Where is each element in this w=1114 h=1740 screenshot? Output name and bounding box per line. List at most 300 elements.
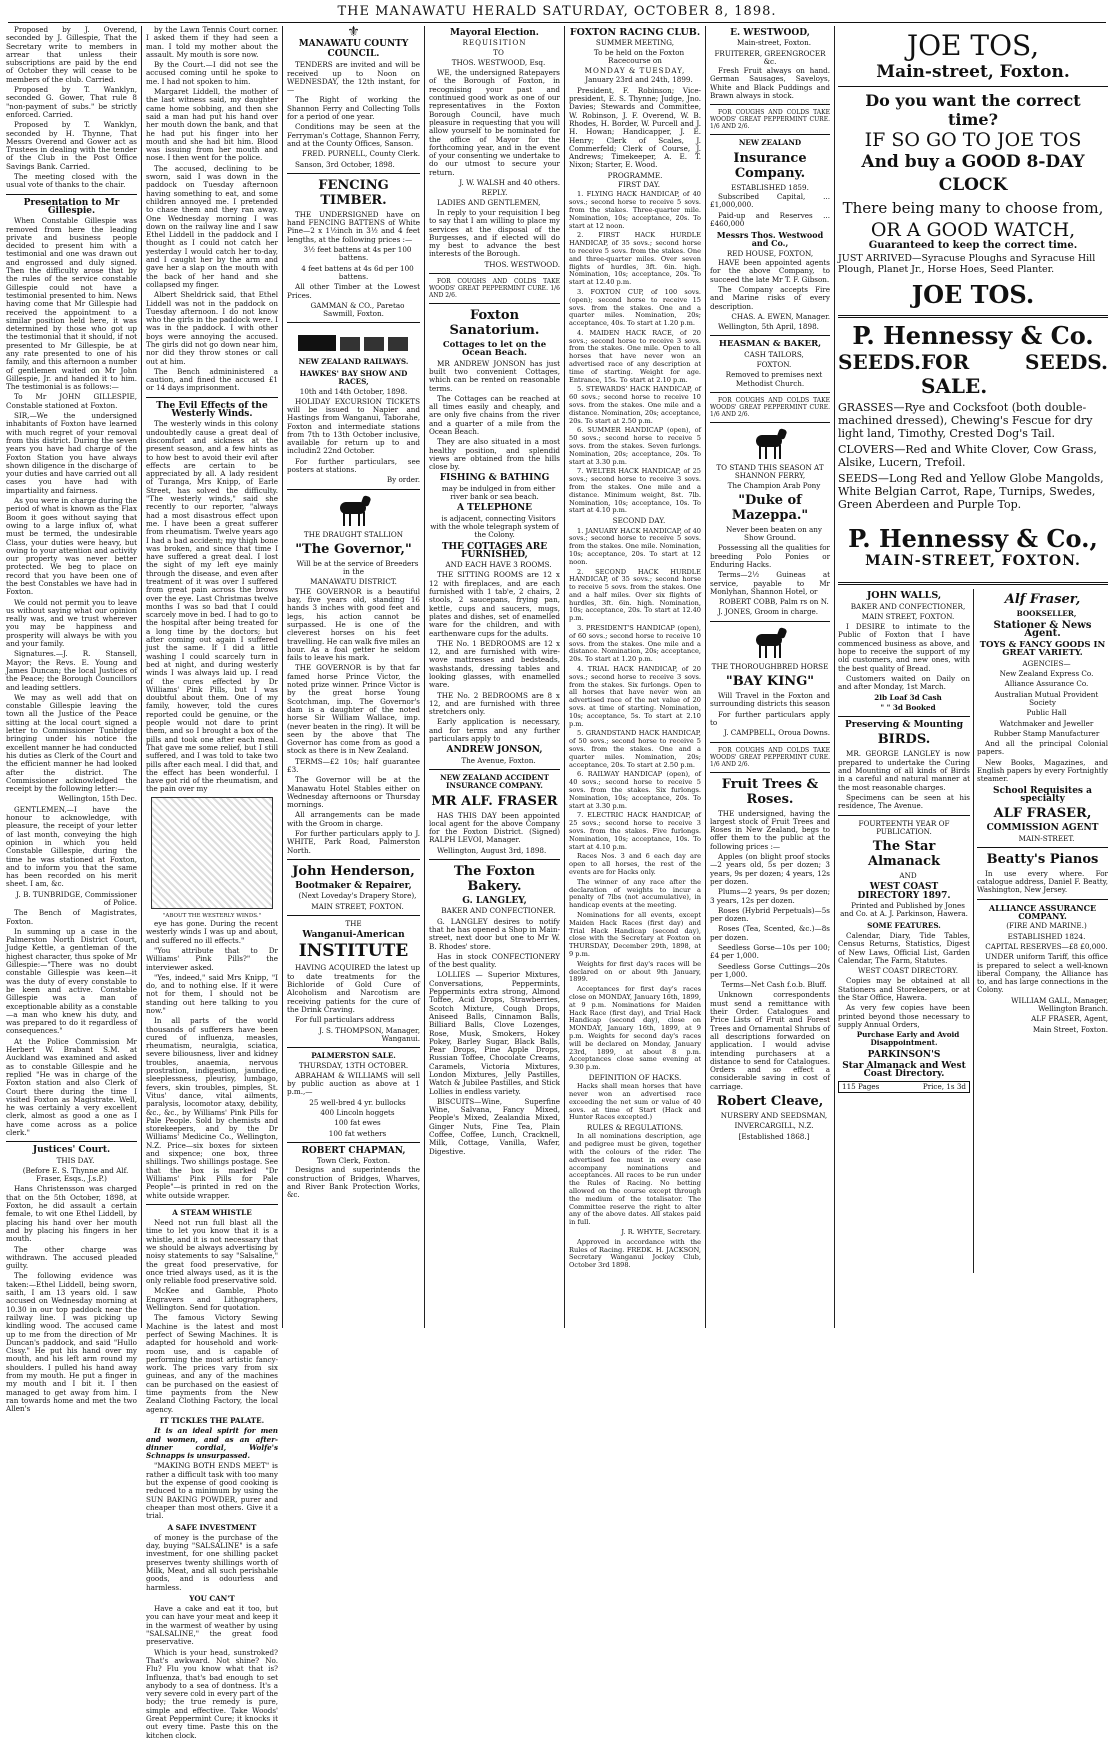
ad-heading: The Star Almanack <box>867 839 940 870</box>
article-heading: A STEAM WHISTLE <box>172 1207 252 1217</box>
ad-text: ABRAHAM & WILLIAMS will sell by public auction as above at 1 p.m.,— <box>287 1070 420 1097</box>
ad-text: FIRST DAY. <box>617 180 660 190</box>
divider <box>6 1141 137 1142</box>
ad-text: J. JONES, Groom in charge. <box>718 607 819 617</box>
ad-heading: E. WESTWOOD, <box>730 28 810 38</box>
ad-text: 1. JANUARY HACK HANDICAP, of 40 sovs.; second horse to receive 5 sovs. from the stakes. One mile. Nomination, 10s; acceptance, 20s. To start at 12 noon. <box>569 526 701 566</box>
article-text: Proposed by T. Wanklyn, seconded G. Gower, That rule 8 "non-payment of subs." be strictly enforced. Carried. <box>6 85 137 119</box>
ad-heading: ALLIANCE ASSURANCE COMPANY. <box>988 902 1097 922</box>
ad-text: Specimens can be seen at his residence, The Avenue. <box>838 792 970 811</box>
ad-text: TO STAND THIS SEASON AT SHANNON FERRY, <box>716 462 824 481</box>
article-text: The Bench admininistered a caution, and fined the accused £1 or 14 days imprisonment. <box>146 366 278 393</box>
column-divider <box>834 26 835 1328</box>
ad-text: J. R. WHYTE, Secretary. <box>621 1228 701 1237</box>
article-text: Wellington, 15th Dec. <box>58 794 137 804</box>
ad-text: And all the principal Colonial papers. <box>977 739 1108 757</box>
ad-text: Has in stock CONFECTIONERY of the best quality. <box>429 951 560 970</box>
ad-text: 3. FOXTON CUP, of 100 sovs. (open); second horse to receive 15 sovs. from the stakes. One and a quarter miles. Nomination, 20s; acceptance, 40s. To start at 1.20 p.m. <box>569 287 701 328</box>
ad-heading: The Foxton Bakery. <box>454 864 535 895</box>
ad-heading: Do you want the correct time? <box>865 91 1081 129</box>
article-text: Signatures.—J. R. Stansell, Mayor; the Revs. E. Young and James Duncan; the local Justices of the Peace; the Borough Councillors and leading settlers. <box>6 649 137 692</box>
article-heading: The Evil Effects of the Westerly Winds. <box>156 400 268 420</box>
ad-heading: BIRDS. <box>877 732 931 748</box>
article-text: of money is the purchase of the day, buying "SALSALINE" is a safe investment, for one shilling packet preserves twenty shillings worth of Milk, Meat, and all such perishable goods, and is odourless and harmless. <box>146 1532 278 1592</box>
ad-text: Alliance Assurance Co. <box>1004 679 1089 689</box>
divider <box>710 392 830 393</box>
ad-text: ESTABLISHED 1859. <box>731 182 809 192</box>
ad-text: The Governor will be at the Manawatu Hotel Stables either on Wednesday afternoons or Thursday mornings. <box>287 775 420 810</box>
ad-text: Apples (on blight proof stocks—2 years old, 5s per dozen; 3 years, 9s per dozen; 4 years, 12s per dozen. <box>710 852 830 886</box>
ad-text: Will Travel in the Foxton and surrounding districts this season <box>710 691 830 709</box>
ad-heading: WEST COAST DIRECTORY 1897. <box>857 882 951 901</box>
divider <box>710 335 830 336</box>
ad-heading: G. LANGLEY, <box>462 896 527 907</box>
ad-text: Sanson, 3rd October, 1898. <box>295 159 395 169</box>
ad-text: The Right of working the Shannon Ferry and Collecting Tolls for a period of one year. <box>287 95 420 122</box>
ad-heading: SOME FEATURES. <box>867 920 941 930</box>
divider <box>710 742 830 743</box>
ad-text: Roses (Tea, Scented, &c.)—8s per dozen. <box>710 924 830 942</box>
ad-text: By order. <box>386 475 420 485</box>
ad-text: CAPITAL RESERVES—£8 £0,000. <box>985 941 1108 951</box>
ad-text: CASH TAILORS, <box>744 349 804 359</box>
ad-text: Rubber Stamp Manufacturer <box>993 728 1100 738</box>
ad-text: INVERCARGILL, N.Z. <box>734 1121 814 1131</box>
ad-text: 25 well-bred 4 yr. bullocks <box>309 1097 406 1107</box>
ad-text: WILLIAM GALL, Manager, Wellington Branch. <box>1011 995 1108 1013</box>
ad-text: New Books, Magazines, and English papers by every Fortnightly steamer. <box>977 757 1108 784</box>
ad-text: In use every where. For catalogue address, Daniel F. Beatty, Washington, New Jersey. <box>977 868 1108 895</box>
masthead-rule <box>8 22 1106 23</box>
ad-text: THE SITTING ROOMS are 12 x 12 with fireplaces, and are each furnished with 1 tab'e, 2 chairs, 2 stools, 2 saucepans, frying pan, kettle, cups and saucers, mugs, plates and dishes, set of enamelled ware for the children, and with earthenware cups for the adults. <box>429 570 560 638</box>
ad-text: UNDER uniform Tariff, this office is prepared to select a well-known liberal Company, the Alliance has to, and has large connections in the Colony. <box>977 952 1108 995</box>
ad-heading: Robert Cleave, <box>716 1094 824 1110</box>
ad-text: may be indulged in from either river bank or sea beach. <box>441 483 556 502</box>
ad-text: Acceptances for first day's races close on MONDAY, January 16th, 1899, at 9 p.m. Nominations for Maiden Hack Race (first day), and Trial Hack Handicap (second day), close on MONDAY, January 16th, 1899, at 9 p.m. Weights for second day's races will be declared on Monday, January 23rd, 1899, at about 8 p.m. Acceptances close same evening at 9.30 p.m. <box>569 985 701 1072</box>
divider <box>287 489 420 490</box>
ad-text: Seedless Gorse Cuttings—20s per 1,000. <box>710 961 830 979</box>
ad-text: THE undersigned, having the largest stock of Fruit Trees and Roses in New Zealand, begs to offer them to the public at the following prices :— <box>710 808 830 851</box>
ad-text: Main-street, Foxton. <box>736 38 812 48</box>
article-text: It is an ideal spirit for men and women, and as an after-dinner cordial, Wolfe's Schnapps is unsurpassed. <box>146 1426 278 1461</box>
ad-text: Wellington, August 3rd, 1898. <box>437 845 547 855</box>
article-heading: IT TICKLES THE PALATE. <box>159 1415 265 1425</box>
ad-text: WE, the undersigned Ratepayers of the Borough of Foxton, in recognising your past and continued good work as one of our representatives in the Foxton Borough Council, have much pleasure in requesting that you will allow yourself to be nominated for the office of Mayor for the forthcoming year, and in the event of your consenting we undertake to do our utmost to secure your return. <box>429 68 560 177</box>
ad-text: 400 Lincoln hoggets <box>320 1107 395 1117</box>
ad-text: FRUITERER, GREENGROCER &c. <box>714 48 826 66</box>
ad-text: WEST COAST DIRECTORY. <box>858 966 958 976</box>
ad-heading: JOHN WALLS, <box>866 590 942 602</box>
arab-pony-icon <box>750 427 790 461</box>
article-text: The meeting closed with the usual vote of thanks to the chair. <box>6 172 137 190</box>
ad-text: For further particulars apply to <box>710 709 830 727</box>
ad-text: All other Timber at the Lowest Prices. <box>287 282 420 300</box>
ad-heading: Messrs Thos. Westwood and Co., <box>716 230 824 249</box>
ad-text: LADIES AND GENTLEMEN, <box>437 197 541 207</box>
ad-text: HOLIDAY EXCURSION TICKETS will be issued to Napier and Hastings from Wanganui, Taborahe, Foxton and intermediate stations from 7th to 13th October inclusive, available for return up to and includin2 22nd October. <box>287 396 420 456</box>
article-text: THIS DAY. <box>56 1155 95 1165</box>
ad-text: Unknown correspondents must send a remittance with their Order. Catalogues and Price Lists of Fruit and Forest Trees and Ornamental Shrubs of all descriptions forwarded on application. I would advise intending purchasers at a distance to send for Catalogues. Orders and so effect a considerable saving in cost of carriage. <box>710 990 830 1091</box>
ad-text: MAIN STREET, FOXTON. <box>861 611 955 621</box>
ad-text: 5. STEWARDS' HACK HANDICAP, of 60 sovs.; second horse to receive 10 sovs. from the stakes. One mile and a distance. Nomination, 20s; acceptance, 20s. To start at 2.50 p.m. <box>569 385 701 425</box>
ad-heading: Foxton Sanatorium. <box>449 308 540 339</box>
column-divider <box>705 26 706 1328</box>
column-divider <box>424 26 425 1328</box>
divider <box>429 859 560 860</box>
ad-heading: P. Hennessy & Co. <box>852 321 1094 351</box>
ad-text: NURSERY AND SEEDSMAN, <box>720 1111 828 1121</box>
ad-text: Guaranteed to keep the correct time. <box>868 240 1078 251</box>
column-6 <box>710 26 830 1330</box>
ad-text: For further particulars, see posters at stations. <box>287 456 420 474</box>
column-5 <box>569 26 701 1330</box>
ad-text: Customers waited on Daily on and after Monday, 1st March. <box>838 673 970 692</box>
ad-text: Seedless Gorse—10s per 100; £4 per 1,000. <box>710 943 830 961</box>
ad-text: Nominations for all events, except Maiden Hack Races (first day) and Trial Hack Handicap (second day), close with the Secretary at Foxton on THURSDAY, December 29th, 1898, at 9 p.m. <box>569 910 701 958</box>
column-2 <box>146 25 278 1740</box>
ad-text: 1. FLYING HACK HANDICAP, of 40 sovs.; second horse to receive 5 sovs. from the stakes. Three-quarter mile. Nomination, 10s; acceptance, 20s. To start at 12 noon. <box>569 190 701 230</box>
ad-text: is adjacent, connecting Visitors with the whole telegraph system of the Colony. <box>430 513 559 540</box>
ad-text: 2. SECOND HACK HURDLE HANDICAP, of 35 sovs.; second horse to receive 5 sovs. from the stakes. One and a half miles. Over six flights of hurdles, 3ft. 6in. high. Nomination, 10s; acceptance, 20s. To start at 12.40 p.m. <box>569 567 701 623</box>
ad-text: LOLLIES — Superior Mixtures, Conversations, Peppermints, Peppermints extra strong, Almond Toffee, Acid Drops, Strawberries, Scotch Mixture, Cough Drops, Aniseed Balls, Cinnamon Balls, Billiard Balls, Clove Lozenges, Rose, Musk, Smokers, Hokey Pokey, Barley Sugar, Black Balls, Pear Drops, Pine Apple Drops, Russian Toffee, Chocolate Creams, Caramels, Victoria Mixtures, London Mixtures, Jelly Pastilles, Watch & Jubilee Pastilles, and Stick Lollies in endless variety. <box>429 970 560 1096</box>
article-text: As you were in charge during the period of what is known as the Flax Boom it goes without saying that owing to a large influx of, what must be termed, the undesirable Class, your duties were heavy, but owing to your attention and activity our property was never better protected. We beg to place on record that you have been one of the best Constables we have had in Foxton. <box>6 496 137 597</box>
ad-text: FOURTEENTH YEAR OF PUBLICATION. <box>858 818 950 836</box>
divider <box>146 1204 278 1205</box>
ad-text: 4 feet battens at 4s 6d per 100 battens. <box>301 263 414 281</box>
article-text: The Bench of Magistrates, Foxton. <box>6 908 137 926</box>
ad-text: J. W. WALSH and 40 others. <box>459 178 560 188</box>
divider <box>287 173 420 174</box>
ad-heading: School Requisites a specialty <box>993 785 1092 804</box>
ad-heading: Cottages to let on the Ocean Beach. <box>442 340 547 359</box>
article-text: Need not run full blast all the time to let you know that it is a whistle, and it is not necessary that we should be always advertising by noisy statements to say "Salsaline," the great food preservative, for once tried always used, as it is the only reliable food preservative sold. <box>146 1218 278 1286</box>
divider <box>838 86 1108 87</box>
article-text: The other charge was withdrawn. The accused pleaded guilty. <box>6 1244 137 1271</box>
ad-text: 6. SUMMER HANDICAP (open), of 50 sovs.; second horse to receive 5 sovs. from the stakes. Seven furlongs. Nomination, 20s; acceptance, 20s. To start at 3.30 p.m. <box>569 426 701 466</box>
article-heading: Presentation to Mr Gillespie. <box>23 197 120 216</box>
ad-heading: A TELEPHONE <box>456 503 533 514</box>
article-text: J. B. TUNBRIDGE, Commissioner of Police. <box>16 889 137 907</box>
ad-heading: IF SO GO TO JOE TOS <box>864 129 1082 151</box>
ad-text: Purchase Early and Avoid Disappointment. <box>856 1030 960 1048</box>
divider <box>710 772 830 773</box>
ad-heading: ALF FRASER, <box>993 806 1092 822</box>
ad-text: 6. RAILWAY HANDICAP (open), of 40 sovs.; second horse to receive 5 sovs. from the stakes. Six furlongs. Nomination, 10s; acceptance, 20s. To start at 3.30 p.m. <box>569 770 701 810</box>
ad-text: ROBERT COBB, Palm rs on N. <box>719 597 829 607</box>
ad-heading: And buy a GOOD 8-DAY CLOCK <box>861 152 1085 195</box>
ad-text: They are also situated in a most healthy position, and splendid views are obtained from the hills close by. <box>429 437 560 472</box>
ad-text: Never been beaten on any Show Ground. <box>725 524 822 543</box>
ad-text: 4. TRIAL HACK HANDICAP, of 20 sovs.; second horse to receive 3 sovs. from the stakes. Six furlongs. Open to all horses that have never won an advertised race of the net value of 20 sovs. at time of starting. Nomination, 10s; acceptance, 5s. To start at 2.10 p.m. <box>569 665 701 728</box>
ad-heading: COMMISSION AGENT <box>986 823 1099 834</box>
ad-text: Roses (Hybrid Perpetuals)—5s per dozen. <box>710 905 830 924</box>
ad-text: DEFINITION OF HACKS. <box>588 1072 682 1082</box>
ad-text: The Cottages can be reached at all times easily and cheaply, and are only five chains from the river and a quarter of a mile from the Ocean Beach. <box>429 393 560 436</box>
ad-text: 3. PRESIDENT'S HANDICAP (open), of 60 sovs.; second horse to receive 10 sovs. from the stakes. One mile and a distance. Nomination, 20s; acceptance, 20s. To start at 1.20 p.m. <box>569 624 701 664</box>
ad-heading: SEEDS. <box>1025 350 1108 375</box>
column-divider <box>564 26 565 1328</box>
ad-text: SEEDS—Long Red and Yellow Globe Mangolds, White Belgian Carrot, Rape, Turnips, Swedes, Green Aberdeen and Purple Top. <box>838 472 1104 512</box>
ad-text: GAMMAN & CO., Paretao Sawmill, Foxton. <box>310 300 405 319</box>
ad-text: REPLY. <box>481 188 508 198</box>
ad-text: THE <box>345 918 362 928</box>
ad-text: Printed and Published by Jones and Co. at A. J. Parkinson, Hawera. <box>840 901 968 919</box>
ad-heading: P. Hennessy & Co., <box>848 524 1098 554</box>
ad-heading: MAIN-STREET, FOXTON. <box>865 553 1081 570</box>
article-text: To Mr JOHN GILLESPIE, Constable stationed at Foxton. <box>6 392 137 410</box>
ad-text: FRED. PURNELL, County Clerk. <box>302 149 420 159</box>
ad-heading: John Henderson, <box>292 863 415 879</box>
ad-heading: PARKINSON'S <box>867 1049 941 1060</box>
article-text: "You attribute that to Dr Williams' Pink Pills?" the interviewer asked. <box>146 945 278 972</box>
article-text: Proposed by T. Wanklyn, seconded by H. Thynne, That Messrs Overend and Gower act as Trustees in dealing with the tender of the Club in the Post Office Savings Bank. Carried. <box>6 120 137 171</box>
article-text: The following evidence was taken:—Ethel Liddell, being sworn, saith, I am 13 years old. I saw accused on Wednesday morning at 10.30 in our top paddock near the railway line. I was picking up kindling wood. The accused came up to me from the direction of Mr Duncan's paddock, and said "Hullo Cissy." He put his hand over my mouth, and his left arm round my shoulders. I pulled his hand away from my mouth. He put a finger in my mouth and I bit it. I then managed to get away from him. I ran towards home and met the two Allen's <box>6 1271 137 1414</box>
ad-heading: "The Governor," <box>295 541 412 557</box>
ad-heading: "Duke of Mazeppa." <box>731 492 809 523</box>
ad-text: " " 3d Booked <box>880 702 936 712</box>
ad-text: 2lb Loaf 3d Cash <box>874 692 942 702</box>
article-text: by the Lawn Tennis Court corner. I asked them if they had seen a man. I told my mother about the assault. My mouth is sore now. <box>146 25 278 59</box>
article-text: The accused, declining to be sworn, said I was down in the paddock on Tuesday afternoon having something to eat, and some children annoyed me. I pretended to chase them and they ran away. One Wednesday morning I was down on the railway line and I saw Ethel Liddell in the paddock and I thought as I could not catch her yesterday I would catch her to-day, and I caught her by the arm and gave her a slap on the mouth with the back of her hand and she collapsed my finger. <box>146 163 278 289</box>
ad-text: Conditions may be seen at the Ferryman's Cottage, Shannon Ferry, and at the County Offices, Sanson. <box>287 122 420 148</box>
ad-text: In all nominations description, age and pedigree must be given, together with the colours of the rider. The advertised fee must in every case accompany nominations and acceptances. All races to be run under the Rules of Racing. No betting allowed on the course except through the medium of the totalisator. The Committee reserve the right to alter any of the above dates. All stakes paid in full. <box>569 1132 701 1227</box>
ad-text: GRASSES—Rye and Cocksfoot (both double-machined dressed), Chewing's Fescue for dry light land, Timothy, Crested Dog's Tail. <box>838 401 1093 441</box>
ad-heading: Fruit Trees & Roses. <box>721 776 819 807</box>
article-text: The westerly winds in this colony undoubtedly cause a great deal of discomfort and sickness at the present season, and a few hints as to how best to avoid their evil after effects are certain to be appreciated by all. A lady resident of Turanga, Mrs Knipp, of Earle Street, has solved the difficulty. "The westerly winds," said she recently to our reporter, "always had a most disastrous effect upon me. I have been a great sufferer from rheumatism. Twelve years ago I had a bad accident; my thigh bone was broken, and since that time I have suffered a great deal. I lost the sight of my left eye mainly through the disease, and even after treatment of it was over I suffered from great pain across the brows over the eye. Last Christmas twelve months I was so bad that I could scarcely move in bed. I had to go to the hospital after being treated for a long time by the doctors; but after coming out again I suffered just the same. If I did a little washing I could scarcely turn in bed at night, and during westerly winds I was always laid up. I read of the cures effected by Dr Williams' Pink Pills, but I was doubtful about them. One of my family, however, told the cures reported could be genuine, or the people would not dare to print them, and so I brought a box of the pills and took one after each meal. That gave me some relief, but I still suffered, and I was told to take two pills after each meal. I did that, and the effect has been wonderful. I have got rid of the rheumatism, and the pain over my <box>146 419 278 794</box>
divider <box>710 621 830 622</box>
article-text: Proposed by J. Overend, seconded by J. Gillespie, That the Secretary write to members in arrear that unless their subscriptions are paid by the end of October they will cease to be members of the club. Carried. <box>6 25 137 84</box>
masthead: THE MANAWATU HERALD SATURDAY, OCTOBER 8, 1898. <box>337 4 777 19</box>
article-text: "MAKING BOTH ENDS MEET" is rather a difficult task with too many but the expense of good cooking is reduced to a minimum by using the SUN BAKING POWDER, purer and cheaper than most others. Give it a trial. <box>146 1461 278 1521</box>
ad-heading: JOE TOS, <box>906 29 1040 62</box>
ad-heading: Main-street, Foxton. <box>876 62 1070 82</box>
ad-text: Hacks shall mean horses that have never won an advertised race exceeding the net sum or value of 40 sovs. at time of Start (Hack and Hunter Races excepted.) <box>569 1082 701 1122</box>
seeds-banner <box>838 350 1108 398</box>
divider <box>838 315 1108 318</box>
ad-text: Main Street, Foxton. <box>1032 1024 1108 1034</box>
ad-text: For full particulars address <box>295 1015 395 1025</box>
article-text: "Yes, indeed," said Mrs Knipp, "I do, and to nothing else. If it were not for them, I should not be standing out here talking to you now." <box>146 972 278 1015</box>
ad-text: All arrangements can be made with the Groom in charge. <box>287 810 420 828</box>
ad-text: G. LANGLEY desires to notify that he has opened a Shop in Main-street, next door but one to Mr W. B. Rhodes' store. <box>429 916 560 951</box>
ad-text: 3½ feet battens at 4s per 100 battens. <box>303 245 412 263</box>
article-text: At the Police Commission Mr Herbert W. Brabant S.M. at Auckland was examined and asked as to constable Gillespie and he replied "He was in charge of the Foxton station and also Clerk of Court there during the time I visited Foxton as Magistrate. Well, he was certainly a very excellent clerk, almost as good a one as I have come across as a police clerk." <box>6 1036 137 1137</box>
ad-heading: JOE TOS. <box>911 280 1035 310</box>
almanack-price-bar <box>838 1081 970 1093</box>
ad-heading: Mayoral Election. <box>450 28 539 38</box>
ad-text: MR. GEORGE LANGLEY is now prepared to undertake the Curing and Mounting of all kinds of Birds in a careful and natural manner at the most reasonable charges. <box>838 749 970 792</box>
ad-text: AGENCIES— <box>1022 658 1071 668</box>
ad-text: CHAS. A. EWEN, Manager. <box>731 311 830 321</box>
ad-text: MANAWATU DISTRICT. <box>310 577 397 587</box>
divider <box>710 134 830 135</box>
ad-text: Copies may be obtained at all Stationers and Storekeepers, or at the Star Office, Hawera. <box>838 976 970 1002</box>
ad-text: [Established 1868.] <box>738 1131 810 1141</box>
ad-text: Paid-up and Reserves ... £460,000 <box>710 210 830 228</box>
article-text: In all parts of the world thousands of sufferers have been cured of influenza, measles, rheumatism, neuralgia, sciatica, severe biliousness, liver and kidney troubles, anaemia, nervous prostration, indigestion, jaundice, sleeplessness, pleurisy, lumbago, fevers, skin troubles, pimples, St. Vitus' dance, vital ailments, paralysis, locomotor ataxy, debility, &c., &c., by Williams' Pink Pills for Pale People. Sold by chemists and storekeepers, and by the Dr Williams' Medicine Co., Wellington, N.Z. Price—six boxes for sixteen and sixpence; one box, three shillings. Two shillings postage. See that the box is marked "Dr Williams' Pink Pills for Pale People"—is printed in red on the white outside wrapper. <box>146 1016 278 1200</box>
article-text: SIR,—We the undersigned inhabitants of Foxton have learned with much regret of your removal from this district. During the seven years you have had charge of the Foxton Station you have always shown diligence in the discharge of your duties and have carried out all cases you have had with impartiality and fairness. <box>6 411 137 495</box>
ad-text: THE GOVERNOR is a beautiful bay, five years old, standing 16 hands 3 inches with good feet and legs, his action cannot be surpassed. He is one of the cleverest horses on his feet travelling. He can walk five miles an hour. As a foal getter he seldom fails to leave his mark. <box>287 586 420 663</box>
ad-text: 4. MAIDEN HACK RACE, of 20 sovs.; second horse to receive 3 sovs. from the stakes. One mile. Open to all horses that have never won an advertised race of any description at time of starting. Weight for age. Entrance, 15s. To start at 2.10 p.m. <box>569 328 701 384</box>
article-text: Hans Christensson was charged that on the 5th October, 1898, at Foxton, he did assault a certain female, to wit one Ethel Liddell, by placing his hand over her mouth and by placing his fingers in her mouth. <box>6 1184 137 1244</box>
horse-icon <box>750 626 790 660</box>
ad-heading: FISHING & BATHING <box>439 473 550 484</box>
ad-text: 100 fat ewes <box>334 1118 381 1128</box>
divider <box>429 273 560 274</box>
ad-text: CLOVERS—Red and White Clover, Cow Grass, Alsike, Lucern, Trefoil. <box>838 443 1097 470</box>
ad-text: To be held on the Foxton Racecourse on <box>593 47 685 65</box>
ad-text: Possessing all the qualities for breeding Polo Ponies or Enduring Hacks. <box>710 543 830 569</box>
ad-text: Public Hall <box>1026 708 1067 718</box>
ad-text: The Company accepts Fire and Marine risks of every description. <box>710 284 830 311</box>
illustration-caption: "ABOUT THE WESTERLY WINDS." <box>162 912 262 919</box>
ad-heading: Alf Fraser, <box>1004 592 1081 608</box>
ad-text: 10th and 14th October, 1898. <box>299 387 408 397</box>
ad-heading: ROBERT CHAPMAN, <box>301 1145 406 1156</box>
ad-heading: THE COTTAGES ARE FURNISHED, <box>441 541 548 560</box>
divider <box>146 397 278 398</box>
ad-heading: ANDREW JONSON, <box>446 745 543 756</box>
ad-text: The Champion Arab Pony <box>727 480 821 490</box>
ad-text: (Next Loveday's Drapery Store), <box>298 891 417 901</box>
article-text: The famous Victory Sewing Machine is the latest and most perfect of Sewing Machines. It is adapted for household and work-room use, and is capable of performing the most artistic fancy-work. The prices vary from six guineas, and any of the machines can be purchased on the easiest of time payments from the New Zealand Clothing Factory, the local agency. <box>146 1313 278 1414</box>
ad-text: Weights for first day's races will be declared on or about 9th January, 1899. <box>569 959 701 984</box>
ad-text: In reply to your requisition I beg to say that I am willing to place my services at the disposal of the Burgesses, and if elected will do my best to advance the best interests of the Borough. <box>429 207 560 259</box>
ad-text: ALF FRASER, Agent, <box>1031 1014 1108 1024</box>
ad-text: 115 Pages <box>842 1081 880 1091</box>
article-text: We may as well add that on constable Gillespie leaving the town all the Justice of the Peace sitting at the local court signed a letter to Commissioner Tunbridge bringing under his notice the excellent manner he had conducted his duties as Clerk of the Court and the efficient manner he had looked after the district. The Commissioner acknowledged the receipt by the following letter:— <box>6 692 137 794</box>
ad-heading: NEW ZEALAND <box>738 138 802 148</box>
ad-text: THE THOROUGHBRED HORSE <box>711 661 829 671</box>
ad-text: RED HOUSE, FOXTON, <box>726 248 814 258</box>
article-text: GENTLEMEN,—I have the honour to acknowledge, with pleasure, the receipt of your letter of last month, conveying the high opinion in which you held Constable Gillespie, during the time he was stationed at Foxton, and to inform you that the same has been recorded on his merit sheet. I am, &c. <box>6 804 137 889</box>
ad-text: TENDERS are invited and will be received up to Noon on WEDNESDAY, the 12th instant, for— <box>287 60 420 95</box>
ad-text: The winner of any race after the declaration of weights to incur a penalty of 7lbs (not accumulative), in handicap events at the meeting. <box>569 877 701 910</box>
ad-text: FOR COUGHS AND COLDS TAKE WOODS' GREAT PEPPERMINT CURE. 1/6 AND 2/6. <box>429 278 560 300</box>
ad-text: 2. FIRST HACK HURDLE HANDICAP, of 35 sovs.; second horse to receive 5 sovs. from the stakes. One and three-quarter miles. Over seven flights of hurdles, 3ft. 6in. high. Nomination, 10s; acceptance, 20s. To start at 12.40 p.m. <box>569 231 701 287</box>
ad-text: FOR COUGHS AND COLDS TAKE WOODS' GREAT PEPPERMINT CURE. 1/6 AND 2/6. <box>710 109 830 131</box>
ad-text: 7. WELTER HACK HANDICAP, of 25 sovs.; second horse to receive 3 sovs. from the stakes. One mile and a distance. Minimum weight, 8st. 7lb. Nomination, 10s; acceptance, 10s. To start at 4.10 p.m. <box>569 467 701 515</box>
westerly-winds-illustration <box>151 797 273 909</box>
ad-text: Terms—Net Cash f.o.b. Bluff. <box>721 980 827 990</box>
column-3 <box>287 26 420 1330</box>
column-4 <box>429 26 560 1330</box>
ad-heading: Wanganui-American <box>302 930 405 941</box>
ad-text: (FIRE AND MARINE.) <box>1006 921 1087 931</box>
ad-text: THE GOVERNOR is by that far famed horse Prince Victor, the noted prize winner. Prince Victor is by the great horse Young Scotchman, imp. The Governor's dam is a daughter of the noted horse Sir William Wallace, imp. (never beaten in the ring). It will be seen by the above that The Governor has come from as good a stock as there is in New Zealand. <box>287 663 420 756</box>
ad-heading: FENCING TIMBER. <box>318 177 389 208</box>
horse-icon <box>334 494 374 528</box>
article-text: Albert Sheldrick said, that Ethel Liddell was not in the paddock on Tuesday afternoon. I do not know who the girls in the paddock were. I was in the paddock. I with other boys were annoying the accused. The girls did not go down near him, nor did they throw stones or call out at him. <box>146 290 278 366</box>
ad-heading: Beatty's Pianos <box>986 851 1099 867</box>
ad-heading: NEW ZEALAND ACCIDENT INSURANCE COMPANY. <box>440 772 549 791</box>
ad-text: JUST ARRIVED—Syracuse Ploughs and Syracuse Hill Plough, Planet Jr., Horse Hoes, Seed Planter. <box>838 253 1096 276</box>
ad-heading: OR A GOOD WATCH, <box>870 219 1076 241</box>
ad-heading: INSTITUTE <box>298 941 409 962</box>
divider <box>287 322 420 323</box>
ad-heading: FOXTON RACING CLUB. <box>569 27 701 38</box>
ad-heading: There being many to choose from, <box>842 199 1104 217</box>
article-heading: A SAFE INVESTMENT <box>167 1522 257 1532</box>
ad-text: Town Clerk, Foxton. <box>316 1156 391 1166</box>
divider <box>429 303 560 304</box>
ad-text: THE No. 1 BEDROOMS are 12 x 12, and are furnished with wire-wove mattresses and bedsteads, washstands, dressing tables and looking glasses, with enamelled ware. <box>429 638 560 690</box>
ad-text: Removed to premises next Methodist Church. <box>725 370 823 388</box>
article-text: Have a cake and eat it too, but you can have your meat and keep it in the warmest of weather by using "SALSALINE," the great food preservative. <box>146 1604 278 1647</box>
ad-text: Watchmaker and Jeweller <box>999 718 1094 728</box>
ad-text: Designs and superintends the construction of Bridges, Wharves, and River Bank Protection Works, &c. <box>287 1165 420 1200</box>
coat-of-arms-icon: ⚜ <box>347 24 360 40</box>
divider <box>287 859 420 860</box>
divider <box>838 815 970 816</box>
divider <box>838 582 1108 585</box>
ad-heading: HAWKES' BAY SHOW AND RACES, <box>299 368 408 387</box>
ad-text: SECOND DAY. <box>612 516 666 526</box>
ad-text: Wellington, 5th April, 1898. <box>718 322 819 332</box>
ad-text: Calendar, Diary, Tide Tables, Census Returns, Statistics, Digest of New Laws, Official List, Garden Calendar, The Farm, Statutes. <box>838 930 970 965</box>
column-divider <box>973 589 974 1273</box>
ad-text: HAS THIS DAY been appointed local agent for the above Company for the Foxton District. (Signed) RALPH LEVOI, Manager. <box>429 810 560 845</box>
ad-text: Approved in accordance with the Rules of Racing. FREDK. H. JACKSON, Secretary Wanganui Jockey Club, October 3rd 1898. <box>569 1237 701 1270</box>
ad-text: 7. ELECTRIC HACK HANDICAP, of 25 sovs.; second horse to receive 3 sovs. from the stakes. Five furlongs. Nomination, 10s; acceptance, 10s. To start at 4.10 p.m. <box>569 811 701 851</box>
ad-text: Australian Mutual Provident Society <box>994 689 1099 707</box>
ad-text: THOS. WESTWOOD, Esq. <box>451 57 546 67</box>
ad-heading: Bootmaker & Repairer, <box>295 880 412 891</box>
ad-text: I DESIRE to intimate to the Public of Foxton that I have commenced business as above, and hope to receive the support of my old customers, and new ones, with the best quality of Bread. <box>838 622 970 673</box>
ad-text: FOR COUGHS AND COLDS TAKE WOODS' GREAT PEPPERMINT CURE. 1/6 AND 2/6. <box>710 746 830 768</box>
ad-text: Races Nos. 3 and 6 each day are open to all horses, the rest of the events are for Hacks only. <box>569 852 701 876</box>
ad-heading: MANAWATU COUNTY COUNCIL. <box>298 39 409 60</box>
divider <box>710 422 830 423</box>
ad-text: 5. GRANDSTAND HACK HANDICAP, of 50 sovs.; second horse to receive 5 sovs. from the stakes. One and a quarter miles. Nomination, 20s; acceptance, 20s. To start at 2.50 p.m. <box>569 729 701 769</box>
ad-heading: TOYS & FANCY GOODS IN GREAT VARIETY. <box>979 640 1106 659</box>
ad-text: HAVING ACQUIRED the latest up to date treatments for the Bichloride of Gold Cure of Alcoholism and Narcotism are receiving patients for the cure of the Drink Craving. <box>287 963 420 1014</box>
train-icon <box>294 327 414 355</box>
ad-text: J. S. THOMPSON, Manager, Wanganui. <box>319 1025 420 1043</box>
ad-heading: Insurance Company. <box>733 150 807 181</box>
divider <box>977 847 1108 848</box>
ad-text: SUMMER MEETING, <box>595 38 675 48</box>
ad-text: ESTABLISHED 1824. <box>1007 931 1086 941</box>
ad-text: TERMS—£2 10s; half guarantee £3. <box>287 756 420 774</box>
ad-text: AND EACH HAVE 3 ROOMS. <box>445 560 552 570</box>
article-text: Margaret Liddell, the mother of the last witness said, my daughter came home sobbing, and then she said a man had put his hand over her mouth down the bank, and that he had put his finger into her mouth and she had bit him. Blood was issuing from her mouth and nose. I then went for the police. <box>146 87 278 163</box>
ad-heading: Stationer & News Agent. <box>993 619 1092 639</box>
ad-heading: HEASMAN & BAKER, <box>718 339 822 350</box>
ad-text: BISCUITS—Wine, Superfine Wine, Salvana, Fancy Mixed, People's Mixed, Zealandia Mixed, Ginger Nuts, Fine Tea, Plain Coffee, Coffee, Lunch, Cracknell, Milk, Cottage, Vanilla, Wafer, Digestive. <box>429 1096 560 1156</box>
article-text: McKee and Gamble, Photo Engravers and Lithographers, Wellington. Send for quotation. <box>146 1286 278 1313</box>
ad-text: Price, 1s 3d <box>922 1081 966 1091</box>
ad-text: J. CAMPBELL, Oroua Downs. <box>723 728 830 738</box>
ad-text: The Avenue, Foxton. <box>461 755 536 765</box>
ad-text: MAIN STREET, FOXTON. <box>311 901 404 911</box>
divider <box>287 1047 420 1048</box>
ad-text: 100 fat wethers <box>328 1128 387 1138</box>
ad-text: MONDAY & TUESDAY, <box>584 66 686 76</box>
article-text: We could not permit you to leave us without saying what our opinion really was, and we trust wherever you may be happiness and prosperity will always be with you and your family. <box>6 597 137 649</box>
divider <box>838 716 970 717</box>
ad-heading: Preserving & Mounting <box>844 720 964 731</box>
ad-heading: NEW ZEALAND RAILWAYS. <box>298 357 409 367</box>
ad-text: Fresh Fruit always on hand. German Sausages, Saveloys, White and Black Puddings and Brawn always in stock. <box>710 66 830 101</box>
ad-text: TO <box>493 47 504 57</box>
ad-text: HAVE been appointed agents for the above Company, to succeed the late Mr T. F. Gibson. <box>710 258 830 284</box>
article-text: eye has gone. During the recent westerly winds I was up and about, and suffered no ill effects." <box>146 919 278 945</box>
ad-text: MR ANDREW JONSON has just built two convenient Cottages, which can be rented on reasonable terms. <box>429 358 560 393</box>
divider <box>977 899 1108 900</box>
divider <box>6 194 137 195</box>
ad-text: MAIN-STREET. <box>1018 833 1075 843</box>
